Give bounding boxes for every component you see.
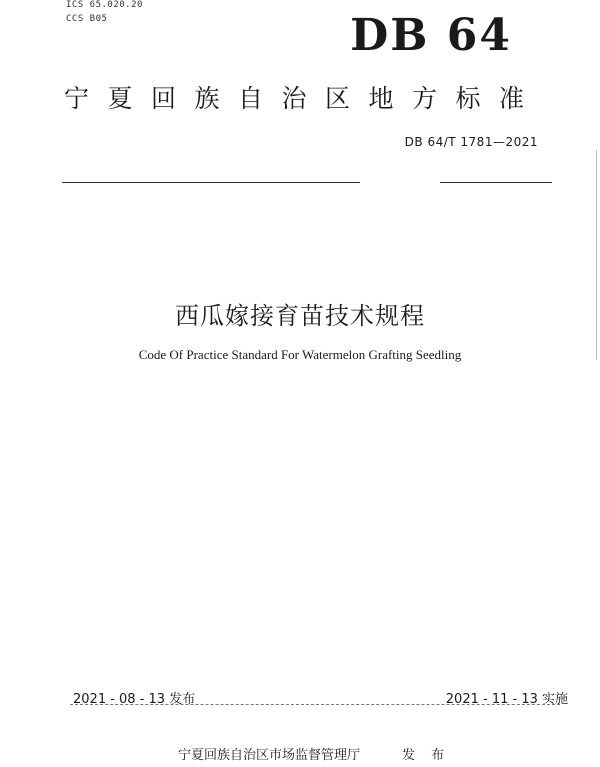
issue-date: 2021 - 08 - 13 发布 [73, 692, 196, 707]
publish-label: 发 布 [402, 748, 451, 763]
db-logo: DB 64 [350, 10, 512, 61]
document-number: DB 64/T 1781—2021 [404, 135, 538, 149]
publisher-name: 宁夏回族自治区市场监督管理厅 [178, 748, 361, 763]
document-title-english: Code Of Practice Standard For Watermelon Grafting Seedling [138, 347, 462, 362]
ics-code: ICS 65.020.20 [66, 0, 143, 10]
footer-divider [70, 704, 560, 705]
header-divider-right [440, 182, 552, 183]
document-title-chinese: 西瓜嫁接育苗技术规程 [175, 302, 425, 330]
standard-type-heading: 宁夏回族自治区地方标准 [64, 84, 543, 113]
scan-edge-line [596, 150, 597, 360]
header-divider-left [62, 182, 360, 183]
implementation-date: 2021 - 11 - 13 实施 [445, 692, 568, 707]
ccs-code: CCS B05 [66, 14, 108, 24]
